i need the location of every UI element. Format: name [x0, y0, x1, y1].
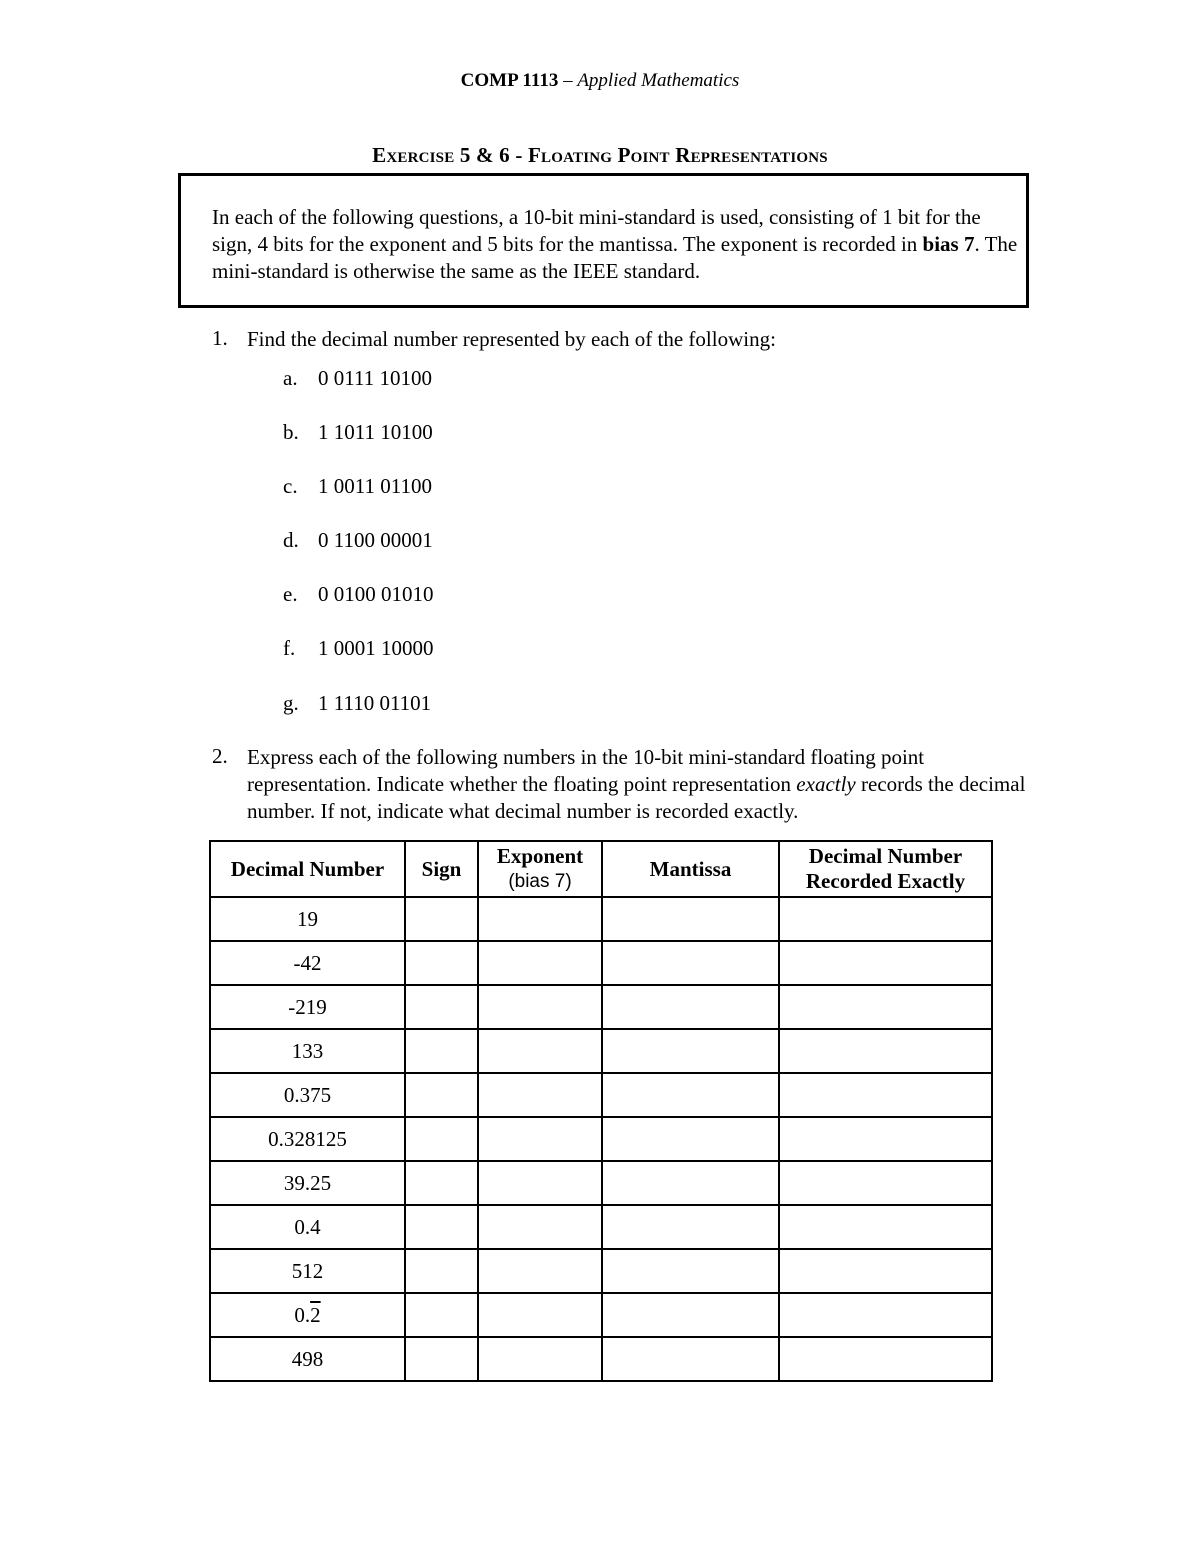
- header-recorded-line2: Recorded Exactly: [805, 869, 966, 893]
- mantissa-cell[interactable]: [602, 1161, 779, 1205]
- header-decimal-number: Decimal Number: [210, 841, 405, 897]
- sign-cell[interactable]: [405, 1293, 478, 1337]
- table-row: [210, 941, 992, 985]
- recorded-cell[interactable]: [779, 1073, 992, 1117]
- decimal-cell: 498: [210, 1337, 405, 1381]
- course-subtitle: Applied Mathematics: [577, 70, 740, 91]
- repeating-digit: 2: [310, 1302, 321, 1327]
- intro-text: [212, 204, 1022, 285]
- decimal-cell: 0.375: [210, 1073, 405, 1117]
- sign-cell[interactable]: [405, 1249, 478, 1293]
- table-row: [210, 1161, 992, 1205]
- exponent-cell[interactable]: [478, 1029, 602, 1073]
- table-row: [210, 1029, 992, 1073]
- question-2-text-pre: Express each of the following numbers in the 10-bit mini-standard floating point representation. Indicate whether the floating point representation: [247, 745, 925, 796]
- exponent-cell[interactable]: [478, 941, 602, 985]
- header-exponent-bias: (bias 7): [508, 871, 572, 892]
- table-row: [210, 1337, 992, 1381]
- header-recorded-exactly: [779, 841, 992, 897]
- header-exponent-label: Exponent: [496, 844, 584, 868]
- decimal-cell: 512: [210, 1249, 405, 1293]
- question-2-text-emphasis: exactly: [796, 772, 856, 796]
- mantissa-cell[interactable]: [602, 897, 779, 941]
- header-exponent: [478, 841, 602, 897]
- table-row: [210, 897, 992, 941]
- decimal-cell: 39.25: [210, 1161, 405, 1205]
- q1-item-letter: a.: [283, 366, 298, 390]
- answer-table: [209, 840, 993, 1382]
- exponent-cell[interactable]: [478, 1161, 602, 1205]
- decimal-cell: [210, 1293, 405, 1337]
- table-row: [210, 1293, 992, 1337]
- mantissa-cell[interactable]: [602, 941, 779, 985]
- question-2-number: 2.: [212, 744, 228, 768]
- mantissa-cell[interactable]: [602, 1205, 779, 1249]
- sign-cell[interactable]: [405, 985, 478, 1029]
- sign-cell[interactable]: [405, 897, 478, 941]
- q1-item-letter: d.: [283, 528, 299, 552]
- intro-text-post: . The mini-standard is otherwise the same as the IEEE standard.: [212, 232, 1018, 283]
- intro-text-pre: In each of the following questions, a 10-bit mini-standard is used, consisting of 1 bit for the sign, 4 bits for the exponent and 5 bits for the mantissa. The exponent is recorded in: [212, 205, 981, 256]
- mantissa-cell[interactable]: [602, 1249, 779, 1293]
- table-row: [210, 985, 992, 1029]
- exponent-cell[interactable]: [478, 985, 602, 1029]
- decimal-cell: 133: [210, 1029, 405, 1073]
- q1-item-bits: 0 0111 10100: [318, 366, 432, 390]
- q1-item-letter: f.: [283, 636, 296, 660]
- sign-cell[interactable]: [405, 1337, 478, 1381]
- recorded-cell[interactable]: [779, 897, 992, 941]
- mantissa-cell[interactable]: [602, 985, 779, 1029]
- course-code: COMP 1113: [460, 70, 559, 91]
- q1-item-bits: 0 0100 01010: [318, 582, 434, 606]
- exponent-cell[interactable]: [478, 1293, 602, 1337]
- decimal-prefix: 0.: [294, 1302, 311, 1327]
- mantissa-cell[interactable]: [602, 1073, 779, 1117]
- table-row: [210, 1249, 992, 1293]
- mantissa-cell[interactable]: [602, 1293, 779, 1337]
- decimal-cell: 0.4: [210, 1205, 405, 1249]
- question-2-text-post: records the decimal number. If not, indicate what decimal number is recorded exactly.: [247, 772, 1026, 823]
- q1-item-bits: 1 0001 10000: [318, 636, 434, 660]
- mantissa-cell[interactable]: [602, 1029, 779, 1073]
- q1-item-letter: c.: [283, 474, 298, 498]
- recorded-cell[interactable]: [779, 1205, 992, 1249]
- table-row: [210, 1205, 992, 1249]
- question-1-number: 1.: [212, 326, 228, 350]
- table-row: [210, 1117, 992, 1161]
- exponent-cell[interactable]: [478, 1337, 602, 1381]
- header-mantissa: Mantissa: [602, 841, 779, 897]
- intro-text-bold: bias 7: [922, 232, 975, 256]
- sign-cell[interactable]: [405, 1029, 478, 1073]
- sign-cell[interactable]: [405, 941, 478, 985]
- header-separator: –: [558, 70, 578, 91]
- header-sign: Sign: [405, 841, 478, 897]
- recorded-cell[interactable]: [779, 1337, 992, 1381]
- exponent-cell[interactable]: [478, 897, 602, 941]
- recorded-cell[interactable]: [779, 1293, 992, 1337]
- q1-item-letter: b.: [283, 420, 299, 444]
- question-2-text: [247, 744, 1037, 825]
- recorded-cell[interactable]: [779, 985, 992, 1029]
- sign-cell[interactable]: [405, 1205, 478, 1249]
- exponent-cell[interactable]: [478, 1249, 602, 1293]
- decimal-cell: -219: [210, 985, 405, 1029]
- q1-item-bits: 1 1011 10100: [318, 420, 433, 444]
- q1-item-bits: 1 1110 01101: [318, 691, 432, 715]
- q1-item-bits: 0 1100 00001: [318, 528, 433, 552]
- mantissa-cell[interactable]: [602, 1117, 779, 1161]
- page-header: [0, 70, 1200, 92]
- page-title: Exercise 5 & 6 - Floating Point Representations: [372, 143, 828, 167]
- sign-cell[interactable]: [405, 1117, 478, 1161]
- sign-cell[interactable]: [405, 1161, 478, 1205]
- q1-item-letter: e.: [283, 582, 298, 606]
- question-1-text: Find the decimal number represented by each of the following:: [247, 327, 776, 351]
- table-row: [210, 1073, 992, 1117]
- decimal-cell: 19: [210, 897, 405, 941]
- recorded-cell[interactable]: [779, 1161, 992, 1205]
- decimal-cell: 0.328125: [210, 1117, 405, 1161]
- recorded-cell[interactable]: [779, 1117, 992, 1161]
- q1-item-bits: 1 0011 01100: [318, 474, 432, 498]
- recorded-cell[interactable]: [779, 941, 992, 985]
- decimal-cell: -42: [210, 941, 405, 985]
- exponent-cell[interactable]: [478, 1073, 602, 1117]
- exponent-cell[interactable]: [478, 1205, 602, 1249]
- exponent-cell[interactable]: [478, 1117, 602, 1161]
- recorded-cell[interactable]: [779, 1029, 992, 1073]
- table-header-row: [210, 841, 992, 897]
- recorded-cell[interactable]: [779, 1249, 992, 1293]
- q1-item-letter: g.: [283, 691, 299, 715]
- sign-cell[interactable]: [405, 1073, 478, 1117]
- intro-box: [178, 173, 1029, 308]
- mantissa-cell[interactable]: [602, 1337, 779, 1381]
- header-recorded-line1: Decimal Number: [808, 844, 963, 868]
